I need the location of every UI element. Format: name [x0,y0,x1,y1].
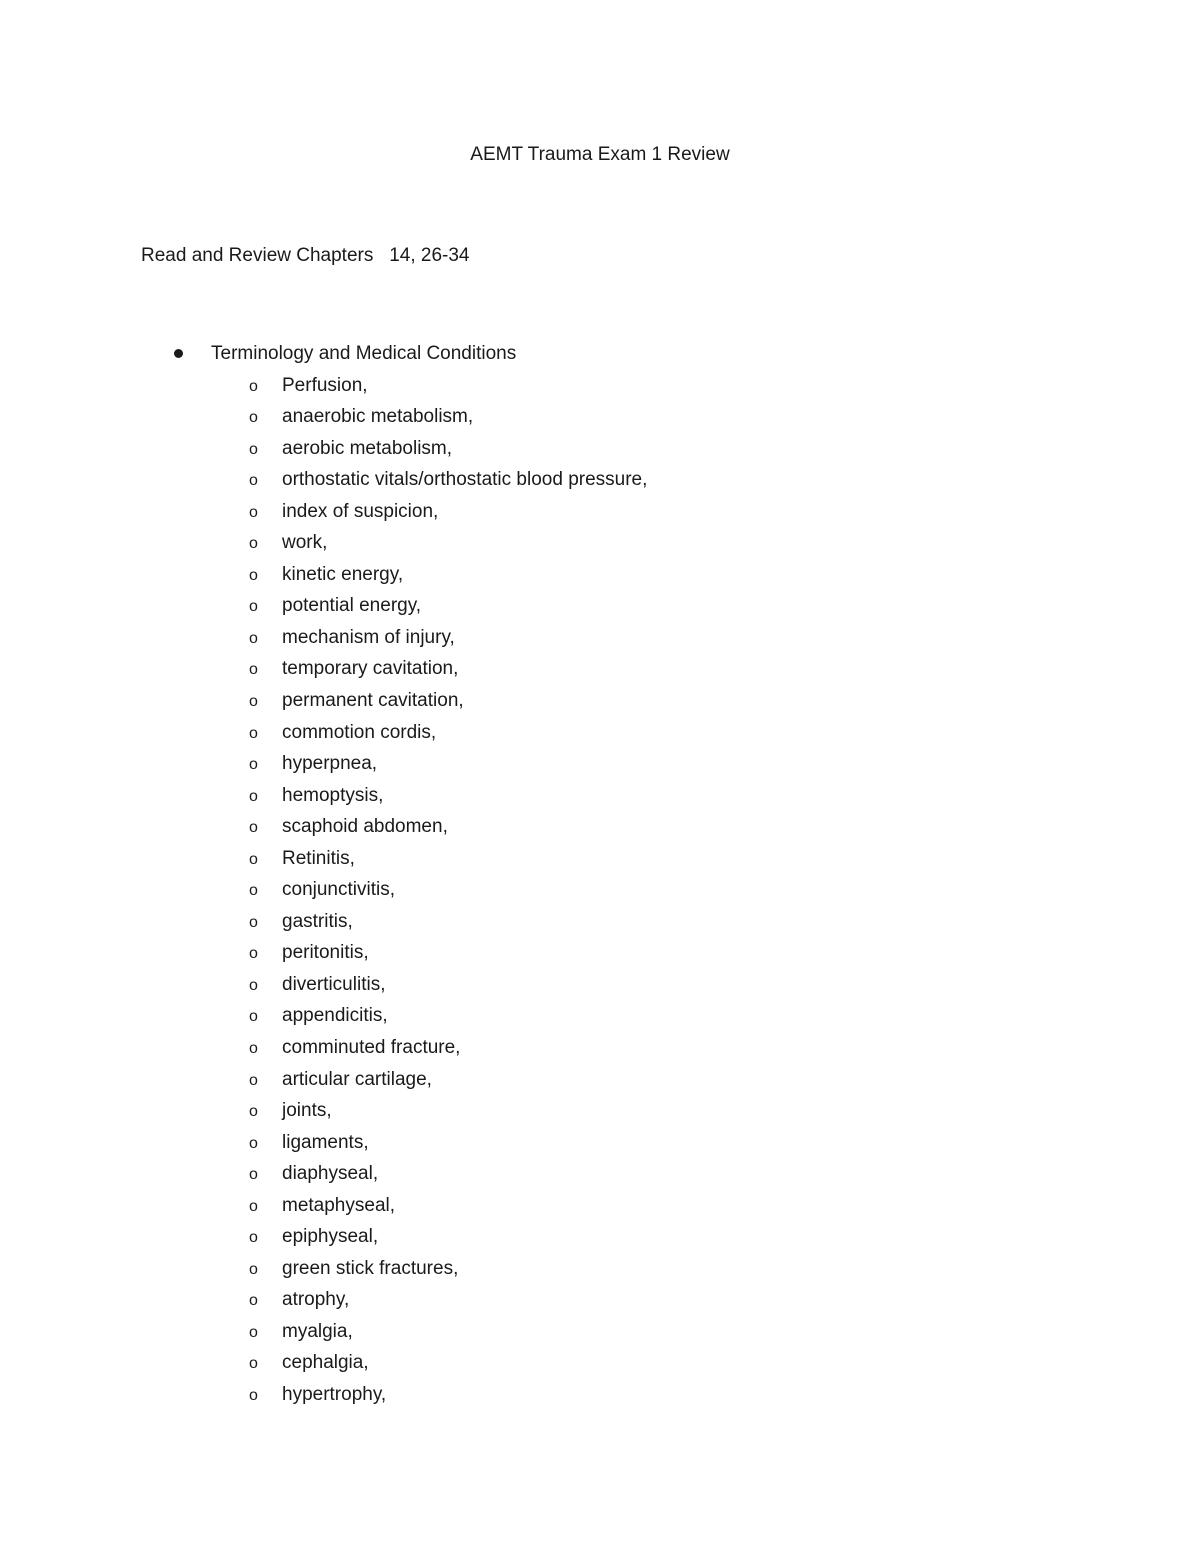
list-marker-icon: o [249,1197,258,1215]
term-text: joints, [282,1100,332,1122]
term-text: scaphoid abdomen, [282,816,448,838]
list-item [0,405,1200,437]
list-marker-icon: o [249,1134,258,1152]
list-item [0,1288,1200,1320]
list-marker-icon: o [249,598,258,616]
term-text: conjunctivitis, [282,879,395,901]
term-text: mechanism of injury, [282,626,455,648]
term-text: orthostatic vitals/orthostatic blood pressure, [282,469,648,491]
list-item [0,878,1200,910]
term-text: gastritis, [282,910,353,932]
list-item [0,1162,1200,1194]
list-item [0,1036,1200,1068]
term-text: Perfusion, [282,374,368,396]
list-item [0,468,1200,500]
list-item [0,941,1200,973]
page-title: AEMT Trauma Exam 1 Review [470,144,730,165]
list-marker-icon: o [249,1071,258,1089]
list-marker-icon: o [249,692,258,710]
list-marker-icon: o [249,976,258,994]
list-marker-icon: o [249,535,258,553]
list-item [0,1004,1200,1036]
list-item [0,1099,1200,1131]
term-text: work, [282,532,328,554]
term-text: myalgia, [282,1320,353,1342]
list-marker-icon: o [249,409,258,427]
term-text: temporary cavitation, [282,658,459,680]
list-marker-icon: o [249,1008,258,1026]
term-text: commotion cordis, [282,721,437,743]
list-item [0,594,1200,626]
list-item [0,437,1200,469]
term-text: hypertrophy, [282,1384,387,1405]
term-list [0,374,1200,1415]
term-text: atrophy, [282,1289,350,1311]
list-marker-icon: o [249,913,258,931]
list-marker-icon: o [249,819,258,837]
list-marker-icon: o [249,472,258,490]
list-item [0,721,1200,753]
list-marker-icon: o [249,945,258,963]
list-item [0,531,1200,563]
bullet-dot-icon [174,349,183,358]
term-text: epiphyseal, [282,1226,379,1248]
list-item [0,910,1200,942]
term-text: potential energy, [282,595,422,617]
term-text: aerobic metabolism, [282,437,453,459]
list-marker-icon: o [249,1387,258,1404]
list-item [0,1194,1200,1226]
list-marker-icon: o [249,377,258,395]
list-marker-icon: o [249,724,258,742]
list-item [0,784,1200,816]
list-marker-icon: o [249,787,258,805]
term-text: comminuted fracture, [282,1036,461,1058]
list-item [0,752,1200,784]
list-marker-icon: o [249,1166,258,1184]
term-text: hyperpnea, [282,753,378,775]
list-marker-icon: o [249,882,258,900]
list-marker-icon: o [249,1355,258,1373]
term-text: Retinitis, [282,847,355,869]
term-text: ligaments, [282,1131,369,1153]
chapter-review-instruction: Read and Review Chapters 14, 26-34 [141,245,470,266]
term-text: cephalgia, [282,1352,369,1374]
list-item [0,1383,1200,1415]
term-text: kinetic energy, [282,563,404,585]
term-text: diaphyseal, [282,1163,379,1185]
list-marker-icon: o [249,1039,258,1057]
term-text: peritonitis, [282,942,369,964]
list-item [0,973,1200,1005]
list-marker-icon: o [249,756,258,774]
list-marker-icon: o [249,1103,258,1121]
list-item [0,500,1200,532]
term-text: metaphyseal, [282,1194,396,1216]
section-heading-row [0,342,1200,374]
term-text: diverticulitis, [282,973,386,995]
term-text: permanent cavitation, [282,689,464,711]
list-item [0,1068,1200,1100]
list-marker-icon: o [249,503,258,521]
list-item [0,657,1200,689]
list-marker-icon: o [249,1229,258,1247]
list-item [0,1320,1200,1352]
term-text: green stick fractures, [282,1257,459,1279]
list-marker-icon: o [249,1323,258,1341]
terminology-section [0,342,1200,1415]
list-item [0,1131,1200,1163]
term-text: index of suspicion, [282,500,439,522]
term-text: anaerobic metabolism, [282,406,474,428]
list-marker-icon: o [249,661,258,679]
list-marker-icon: o [249,1292,258,1310]
list-item [0,815,1200,847]
list-item [0,626,1200,658]
list-item [0,1225,1200,1257]
list-item [0,689,1200,721]
list-item [0,563,1200,595]
list-marker-icon: o [249,629,258,647]
term-text: hemoptysis, [282,784,384,806]
list-item [0,374,1200,406]
list-item [0,1257,1200,1289]
list-item [0,1351,1200,1383]
list-marker-icon: o [249,440,258,458]
list-marker-icon: o [249,566,258,584]
section-heading: Terminology and Medical Conditions [211,343,517,364]
term-text: appendicitis, [282,1005,388,1027]
list-marker-icon: o [249,1260,258,1278]
term-text: articular cartilage, [282,1068,432,1090]
list-item [0,847,1200,879]
list-marker-icon: o [249,850,258,868]
